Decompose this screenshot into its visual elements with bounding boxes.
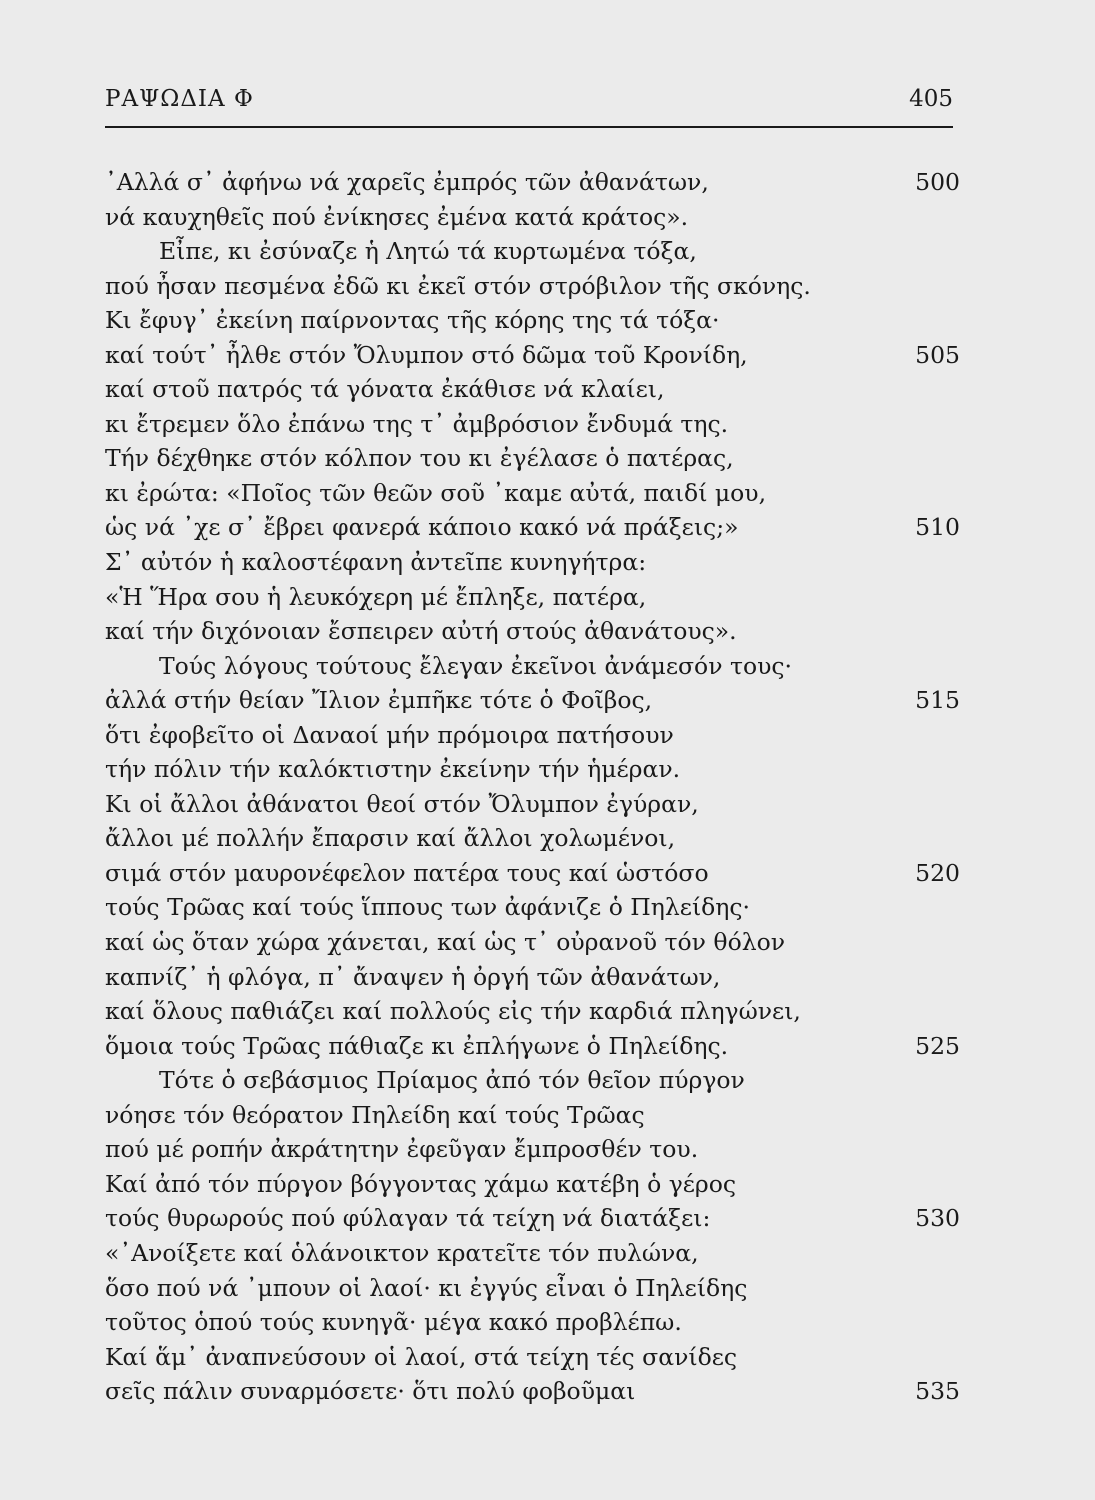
verse-line — [105, 752, 960, 787]
line-number: 510 — [915, 513, 960, 542]
verse-text: κι ἔτρεμεν ὅλο ἐπάνω της τ᾿ ἀμβρόσιον ἔνδυμά της. — [105, 409, 729, 438]
verse-line — [105, 200, 960, 235]
verse-line — [105, 269, 960, 304]
verse-line — [105, 510, 960, 545]
verse-text: πού ἦσαν πεσμένα ἐδῶ κι ἐκεῖ στόν στρόβιλον τῆς σκόνης. — [105, 271, 811, 300]
verse-line — [105, 856, 960, 891]
verse-text: καί στοῦ πατρός τά γόνατα ἐκάθισε νά κλαίει, — [105, 375, 665, 404]
verse-text: ἄλλοι μέ πολλήν ἔπαρσιν καί ἄλλοι χολωμένοι, — [105, 824, 676, 853]
verse-text: σεῖς πάλιν συναρμόσετε· ὅτι πολύ φοβοῦμαι — [105, 1377, 636, 1406]
verse-line — [105, 890, 960, 925]
verse-text: ὡς νά ᾿χε σ᾿ ἔβρει φανερά κάποιο κακό νά πράξεις;» — [105, 513, 739, 542]
verse-line — [105, 1167, 960, 1202]
verse-line — [105, 925, 960, 960]
line-number: 530 — [915, 1204, 960, 1233]
verse-text: Τούς λόγους τούτους ἔλεγαν ἐκεῖνοι ἀνάμεσόν τους· — [159, 651, 793, 680]
line-number: 535 — [915, 1377, 960, 1406]
verse-text: καί τήν διχόνοιαν ἔσπειρεν αὐτή στούς ἀθανάτους». — [105, 617, 737, 646]
verse-line — [105, 441, 960, 476]
verse-text: καπνίζ᾿ ἡ φλόγα, π᾿ ἄναψεν ἡ ὀργή τῶν ἀθανάτων, — [105, 962, 721, 991]
verse-text: ὅσο πού νά ᾿μπουν οἱ λαοί· κι ἐγγύς εἶναι ὁ Πηλείδης — [105, 1273, 748, 1302]
page-header — [105, 86, 953, 122]
verse-text: Σ᾿ αὐτόν ἡ καλοστέφανη ἀντεῖπε κυνηγήτρα: — [105, 548, 647, 577]
verse-text: ὅτι ἐφοβεῖτο οἱ Δαναοί μήν πρόμοιρα πατήσουν — [105, 720, 674, 749]
verse-line — [105, 372, 960, 407]
verse-text: Κι ἔφυγ᾿ ἐκείνη παίρνοντας τῆς κόρης της τά τόξα· — [105, 306, 720, 335]
running-title: ΡΑΨΩΔΙΑ Φ — [105, 86, 254, 112]
verse-text: Καί ἅμ᾿ ἀναπνεύσουν οἱ λαοί, στά τείχη τές σανίδες — [105, 1342, 738, 1371]
verse-line — [105, 1340, 960, 1375]
verse-text: Κι οἱ ἄλλοι ἀθάνατοι θεοί στόν Ὄλυμπον ἐγύραν, — [105, 789, 699, 818]
page-number: 405 — [909, 86, 953, 112]
verse-line — [105, 787, 960, 822]
line-number: 515 — [915, 686, 960, 715]
verse-line — [105, 234, 960, 269]
verse-line — [105, 649, 960, 684]
line-number: 505 — [915, 340, 960, 369]
verse-text: σιμά στόν μαυρονέφελον πατέρα τους καί ὡστόσο — [105, 858, 709, 887]
verse-text: ᾿Αλλά σ᾿ ἀφήνω νά χαρεῖς ἐμπρός τῶν ἀθανάτων, — [105, 168, 709, 196]
verse-line — [105, 1236, 960, 1271]
verse-line — [105, 1305, 960, 1340]
line-number: 520 — [915, 858, 960, 887]
verse-line — [105, 580, 960, 615]
verse-line — [105, 994, 960, 1029]
header-rule — [105, 126, 953, 128]
verse-line — [105, 338, 960, 373]
verse-text: καί ὅλους παθιάζει καί πολλούς εἰς τήν καρδιά πληγώνει, — [105, 997, 801, 1026]
verse-line — [105, 545, 960, 580]
verse-text: κι ἐρώτα: «Ποῖος τῶν θεῶν σοῦ ᾿καμε αὐτά, παιδί μου, — [105, 478, 767, 507]
verse-text: νόησε τόν θεόρατον Πηλείδη καί τούς Τρῶας — [105, 1100, 645, 1129]
verse-text: νά καυχηθεῖς πού ἐνίκησες ἐμένα κατά κράτος». — [105, 202, 689, 231]
verse-text: καί τούτ᾿ ἦλθε στόν Ὄλυμπον στό δῶμα τοῦ Κρονίδη, — [105, 340, 748, 369]
verse-line — [105, 407, 960, 442]
verse-text: ὅμοια τούς Τρῶας πάθιαζε κι ἐπλήγωνε ὁ Πηλείδης. — [105, 1031, 729, 1060]
verse-line — [105, 1063, 960, 1098]
verse-line — [105, 1132, 960, 1167]
verse-line — [105, 476, 960, 511]
verse-line — [105, 1271, 960, 1306]
verse-text: Εἶπε, κι ἐσύναζε ἡ Λητώ τά κυρτωμένα τόξα, — [159, 237, 697, 266]
verse-line — [105, 1098, 960, 1133]
line-number: 500 — [915, 168, 960, 196]
verse-text: Τήν δέχθηκε στόν κόλπον του κι ἐγέλασε ὁ πατέρας, — [105, 444, 734, 473]
verse-text: Καί ἀπό τόν πύργον βόγγοντας χάμω κατέβη ὁ γέρος — [105, 1169, 737, 1198]
verse-line — [105, 303, 960, 338]
verse-line — [105, 1201, 960, 1236]
verse-line — [105, 821, 960, 856]
verse-text: τήν πόλιν τήν καλόκτιστην ἐκείνην τήν ἡμέραν. — [105, 755, 681, 784]
verse-block — [105, 165, 960, 1409]
verse-text: Τότε ὁ σεβάσμιος Πρίαμος ἀπό τόν θεῖον πύργον — [159, 1066, 745, 1095]
verse-text: καί ὡς ὅταν χώρα χάνεται, καί ὡς τ᾿ οὐρανοῦ τόν θόλον — [105, 928, 786, 957]
verse-text: «Ἡ Ἥρα σου ἡ λευκόχερη μέ ἔπληξε, πατέρα, — [105, 582, 647, 611]
verse-line — [105, 683, 960, 718]
verse-text: «᾿Ανοίξετε καί ὁλάνοικτον κρατεῖτε τόν πυλώνα, — [105, 1238, 699, 1267]
verse-text: πού μέ ροπήν ἀκράτητην ἐφεῦγαν ἔμπροσθέν του. — [105, 1135, 699, 1164]
verse-text: τούς θυρωρούς πού φύλαγαν τά τείχη νά διατάξει: — [105, 1204, 711, 1233]
verse-text: τοῦτος ὁπού τούς κυνηγᾶ· μέγα κακό προβλέπω. — [105, 1308, 682, 1337]
verse-line — [105, 960, 960, 995]
verse-line — [105, 1029, 960, 1064]
verse-text: ἀλλά στήν θείαν Ἴλιον ἐμπῆκε τότε ὁ Φοῖβος, — [105, 686, 653, 715]
verse-line — [105, 1374, 960, 1409]
verse-line — [105, 718, 960, 753]
line-number: 525 — [915, 1031, 960, 1060]
verse-line — [105, 614, 960, 649]
verse-line — [105, 165, 960, 200]
verse-text: τούς Τρῶας καί τούς ἵππους των ἀφάνιζε ὁ Πηλείδης· — [105, 893, 751, 922]
